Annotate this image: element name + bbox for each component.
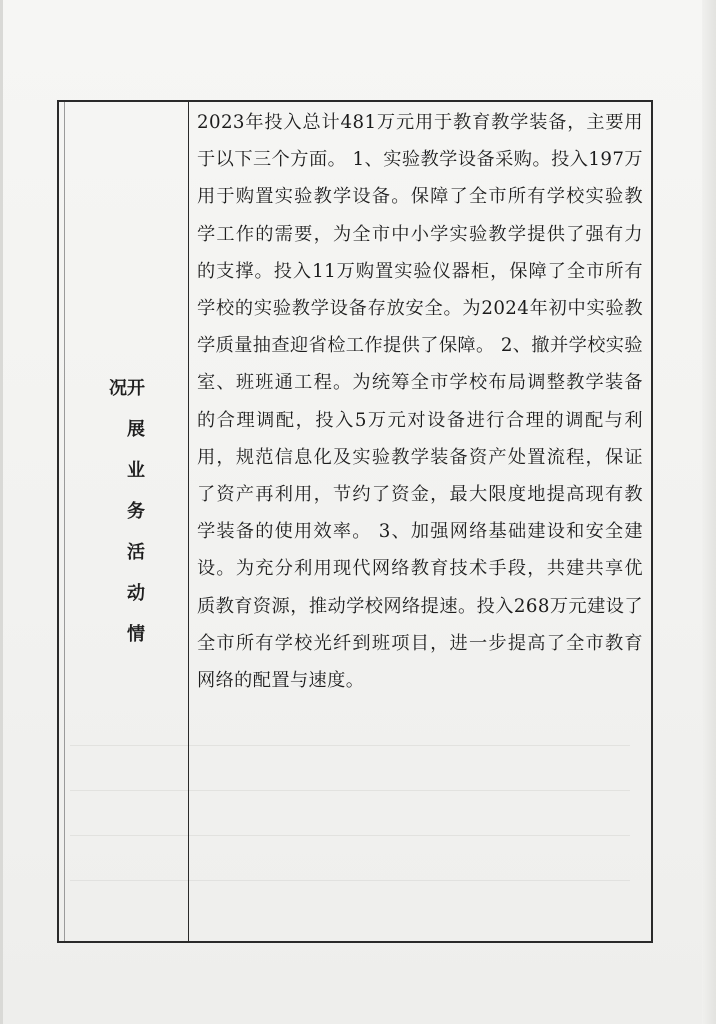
content-text: 2023年投入总计481万元用于教育教学装备，主要用于以下三个方面。 1、实验教学设备采购。投入197万用于购置实验教学设备。保障了全市所有学校实验教学工作的需要，为全市中小学实验教学提供了强有力的支撑。投入11万购置实验仪器柜，保障了全市所有学校的实验教学设备存放安全。为2024年初中实验教学质量抽查迎省检工作提供了保障。 2、撤并学校实验室、班班通工程。为统筹全市学校布局调整教学装备的合理调配，投入5万元对设备进行合理的调配与利用，规范信息化及实验教学装备资产处置流程，保证了资产再利用，节约了资金，最大限度地提高现有教学装备的使用效率。 3、加强网络基础建设和安全建设。为充分利用现代网络教育技术手段，共建共享优质教育资源，推动学校网络提速。投入268万元建设了全市所有学校光纤到班项目，进一步提高了全市教育网络的配置与速度。: [197, 112, 643, 692]
row-label: 开展业务活动情况: [106, 378, 145, 665]
page-edge-left: [0, 0, 3, 1024]
table-inner-border: [64, 102, 65, 941]
row-label-cell: [95, 378, 155, 678]
page-edge-right: [702, 0, 716, 1024]
content-cell: [197, 104, 643, 699]
column-divider: [188, 100, 189, 943]
